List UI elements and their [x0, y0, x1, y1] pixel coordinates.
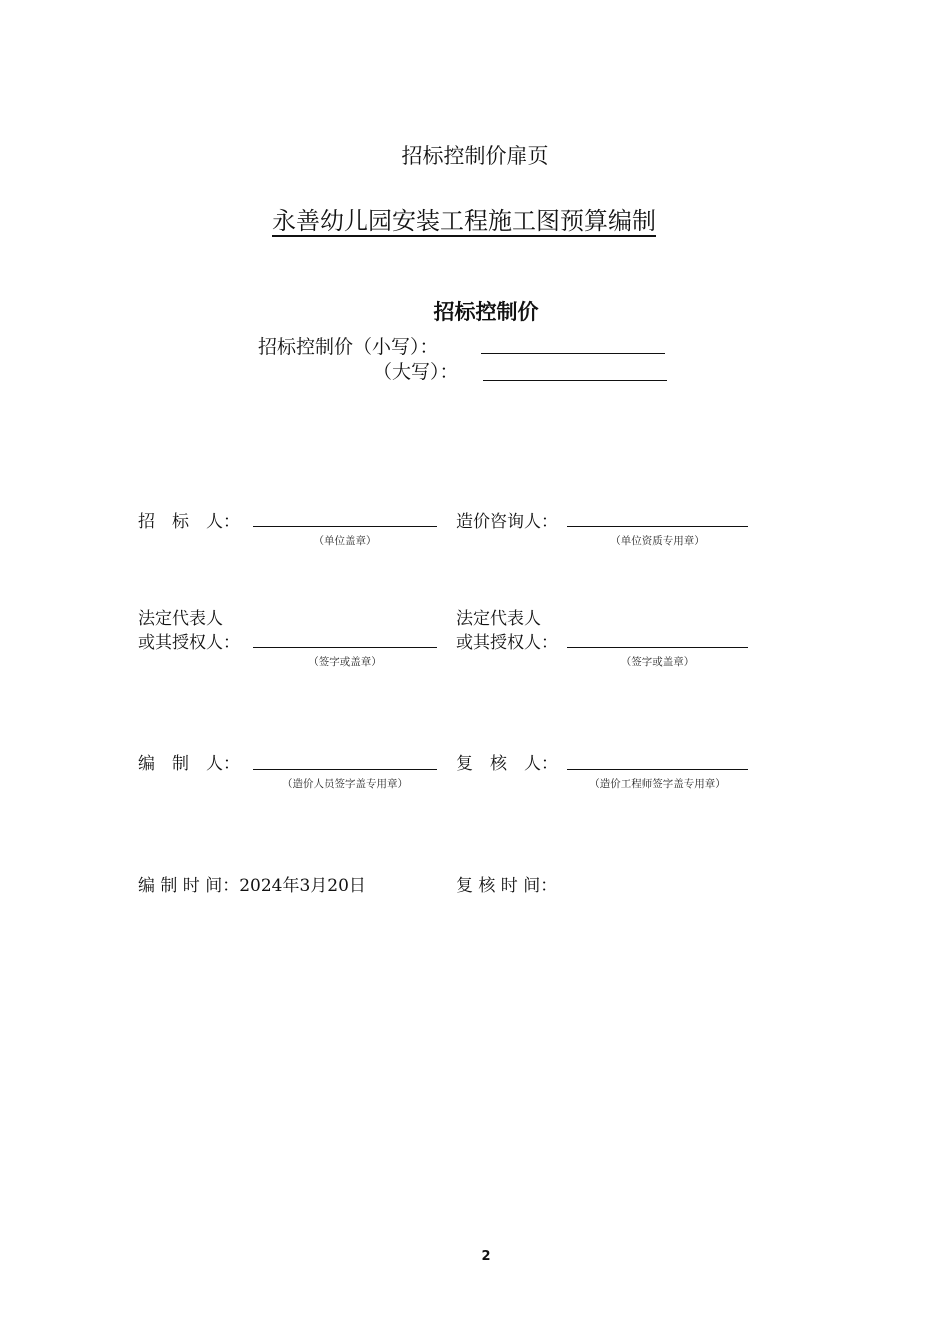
- compiler-signature-line[interactable]: [253, 769, 437, 770]
- legal-rep-right-label-line2: 或其授权人：: [456, 633, 558, 653]
- price-lowercase-line[interactable]: [481, 353, 665, 354]
- tenderer-signature-line[interactable]: [253, 526, 437, 527]
- reviewer-signature-line[interactable]: [567, 769, 748, 770]
- reviewer-label: 复 核 人：: [456, 754, 558, 774]
- consultant-note: （单位资质专用章）: [610, 535, 705, 547]
- legal-rep-right-signature-line[interactable]: [567, 647, 748, 648]
- legal-rep-right-label-line1: 法定代表人: [456, 609, 541, 629]
- consultant-label: 造价咨询人：: [456, 512, 558, 532]
- project-title: 永善幼儿园安装工程施工图预算编制: [272, 207, 656, 235]
- review-date-field: [456, 871, 557, 896]
- consultant-signature-line[interactable]: [567, 526, 748, 527]
- price-uppercase-label: （大写）：: [373, 361, 459, 383]
- compiler-label: 编 制 人：: [138, 754, 240, 774]
- legal-rep-left-label-line2: 或其授权人：: [138, 633, 240, 653]
- compile-date-field: [138, 871, 366, 896]
- review-date-label: 复 核 时 间：: [456, 876, 558, 896]
- price-lowercase-label: 招标控制价（小写）：: [258, 336, 439, 358]
- tenderer-note: （单位盖章）: [313, 535, 377, 547]
- legal-rep-left-note: （签字或盖章）: [308, 656, 382, 668]
- legal-rep-right-note: （签字或盖章）: [620, 656, 695, 668]
- section-title: 招标控制价: [433, 300, 539, 324]
- price-uppercase-line[interactable]: [483, 380, 667, 381]
- compiler-note: （造价人员签字盖专用章）: [282, 778, 408, 790]
- compile-date-value: 2024年3月20日: [239, 876, 366, 896]
- compile-date-label: 编 制 时 间：: [138, 876, 240, 896]
- legal-rep-left-label-line1: 法定代表人: [138, 609, 223, 629]
- reviewer-note: （造价工程师签字盖专用章）: [589, 778, 726, 790]
- legal-rep-left-signature-line[interactable]: [253, 647, 437, 648]
- page-number: 2: [481, 1249, 491, 1264]
- tenderer-label: 招 标 人：: [138, 512, 240, 532]
- page-title: 招标控制价扉页: [401, 144, 549, 168]
